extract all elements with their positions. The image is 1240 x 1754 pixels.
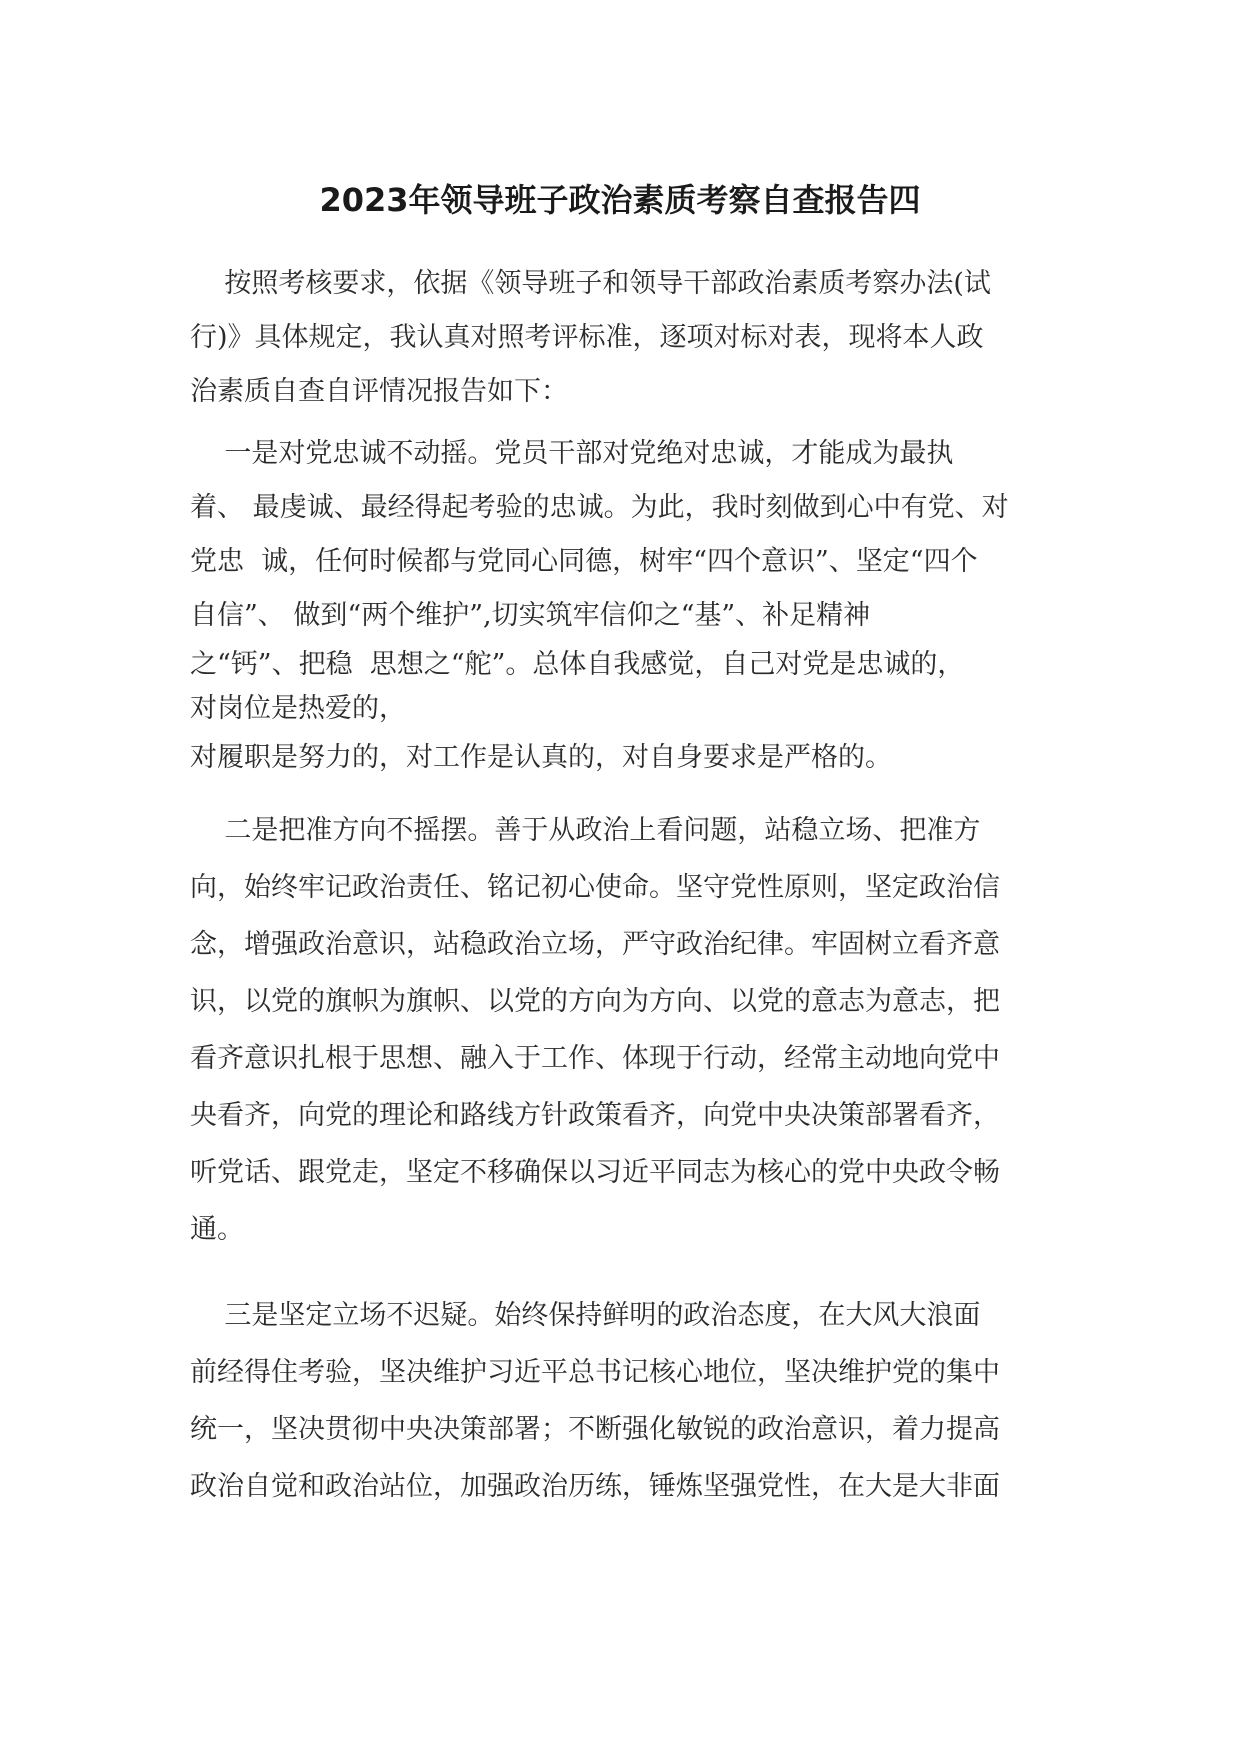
- text-line: 对岗位是热爱的，: [190, 693, 406, 724]
- text-line: 念，增强政治意识，站稳政治立场，严守政治纪律。牢固树立看齐意: [190, 929, 1000, 960]
- text-line: 识，以党的旗帜为旗帜、以党的方向为方向、以党的意志为意志，把: [190, 986, 1000, 1017]
- text-line: 按照考核要求，依据《领导班子和领导干部政治素质考察办法(试: [190, 268, 991, 299]
- paragraph-stance: [190, 1287, 1060, 1515]
- text-line: 通。: [190, 1214, 244, 1245]
- text-line: 政治自觉和政治站位，加强政治历练，锤炼坚强党性，在大是大非面: [190, 1471, 1000, 1502]
- text-line: 听党话、跟党走，坚定不移确保以习近平同志为核心的党中央政令畅: [190, 1157, 1000, 1188]
- text-line: 自信”、 做到“两个维护”,切实筑牢信仰之“基”、补足精神: [190, 600, 871, 631]
- text-line: 着、 最虔诚、最经得起考验的忠诚。为此，我时刻做到心中有党、对: [190, 492, 1009, 523]
- text-line: 统一，坚决贯彻中央决策部署；不断强化敏锐的政治意识，着力提高: [190, 1414, 1000, 1445]
- text-line: 治素质自查自评情况报告如下：: [190, 376, 568, 407]
- text-line: 对履职是努力的，对工作是认真的，对自身要求是严格的。: [190, 742, 892, 773]
- text-line: 三是坚定立场不迟疑。始终保持鲜明的政治态度，在大风大浪面: [190, 1300, 981, 1331]
- text-line: 党忠 诚，任何时候都与党同心同德，树牢“四个意识”、坚定“四个: [190, 546, 978, 577]
- text-line: 央看齐，向党的理论和路线方针政策看齐，向党中央决策部署看齐，: [190, 1100, 1000, 1131]
- text-line: 之“钙”、把稳 思想之“舵”。总体自我感觉，自己对党是忠诚的，: [190, 649, 965, 680]
- text-line: 行)》具体规定，我认真对照考评标准，逐项对标对表，现将本人政: [190, 322, 984, 353]
- text-line: 看齐意识扎根于思想、融入于工作、体现于行动，经常主动地向党中: [190, 1043, 1000, 1074]
- text-line: 前经得住考验，坚决维护习近平总书记核心地位，坚决维护党的集中: [190, 1357, 1000, 1388]
- text-line: 向，始终牢记政治责任、铭记初心使命。坚守党性原则，坚定政治信: [190, 872, 1000, 903]
- paragraph-direction: [190, 802, 1060, 1258]
- paragraph-loyalty: [190, 427, 1060, 785]
- paragraph-intro: [190, 257, 1060, 419]
- text-line: 二是把准方向不摇摆。善于从政治上看问题，站稳立场、把准方: [190, 815, 981, 846]
- text-line: 一是对党忠诚不动摇。党员干部对党绝对忠诚，才能成为最执: [190, 438, 954, 469]
- document-title: 2023年领导班子政治素质考察自查报告四: [319, 181, 921, 219]
